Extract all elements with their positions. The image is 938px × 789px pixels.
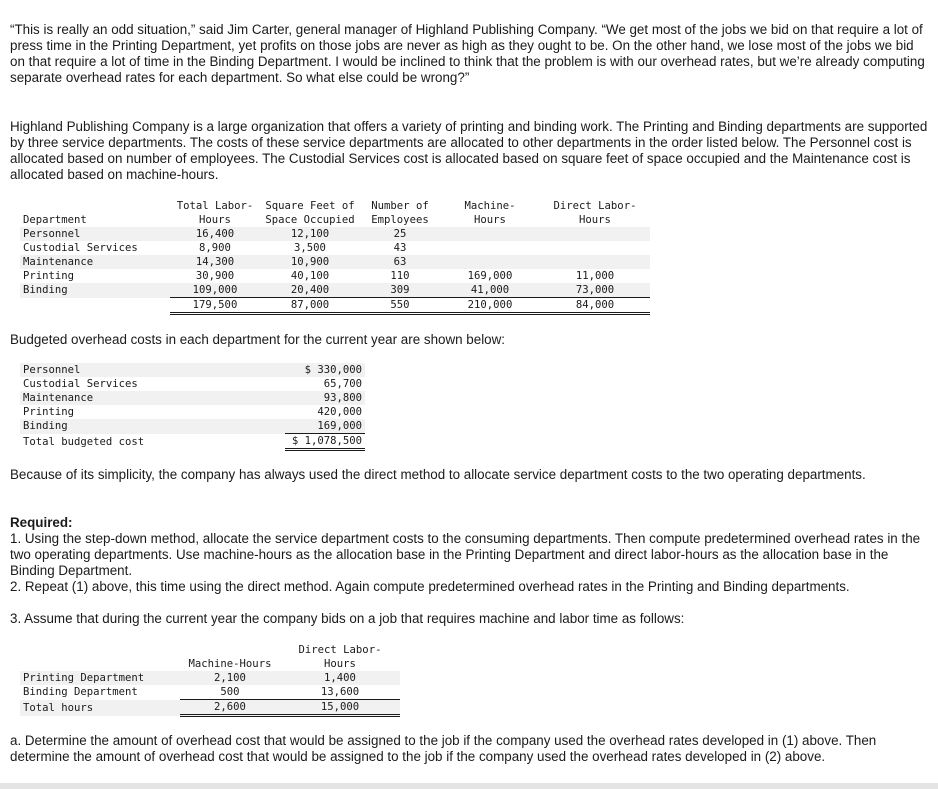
description-paragraph: Highland Publishing Company is a large organization that offers a variety of printing and binding work. The Printing and Binding departments are supported by three service departments. The costs of these service departments are allocated to other departments in the order listed below. The Personnel cost is allocated based on number of employees. The Custodial Services cost is allocated based on square feet of space occupied and the Maintenance cost is allocated based on machine-hours. [10, 119, 928, 182]
intro-paragraph: “This is really an odd situation,” said Jim Carter, general manager of Highland Publishing Company. “We get most of the jobs we bid on that require a lot of press time in the Printing Department, yet profits on those jobs are never as high as they ought to be. On the other hand, we lose most of the jobs we bid on that require a lot of time in the Binding Department. I would be inclined to think that the problem is with our overhead rates, but we’re already computing separate overhead rates for each department. So what else could be wrong?” [10, 22, 925, 85]
required-item-1: 1. Using the step-down method, allocate the service department costs to the consuming departments. Then compute predetermined overhead rates in the two operating departments. Use machine-hours as the allocation base in the Printing Department and direct labor-hours as the allocation base in the Binding Department. [10, 531, 921, 578]
table-row: Printing 420,000 [23, 406, 362, 418]
totals-row: Total hours 2,600 15,000 [20, 700, 400, 716]
header-machine-hours: Machine- [464, 200, 516, 212]
table-row: Personnel 16,400 12,100 25 [20, 227, 650, 241]
header-labor-hours: Total Labor- [176, 200, 254, 212]
header-row-2: Department Hours Space Occupied Employees Hours Hours [20, 213, 650, 227]
table-row: Maintenance 93,800 [20, 391, 365, 405]
totals-row: Total budgeted cost $ 1,078,500 [20, 434, 365, 450]
totals-row: 179,500 87,000 550 210,000 84,000 [20, 298, 650, 314]
header-direct-labor-hours: Direct Labor- [298, 644, 382, 656]
required-item-3: 3. Assume that during the current year the company bids on a job that requires machine and labor time as follows: [10, 611, 685, 626]
required-item-a: a. Determine the amount of overhead cost that would be assigned to the job if the company used the overhead rates developed in (1) above. Then determine the amount of overhead cost that would be assigned to the job if the company used the overhead rates developed in (2) above. [10, 733, 877, 764]
header-direct-labor-hours: Direct Labor- [553, 200, 637, 212]
header-department: Department [23, 214, 87, 226]
header-row-2: Machine-Hours Hours [20, 657, 400, 671]
table-row: Printing Department 2,100 1,400 [20, 671, 400, 685]
table-row: Printing 30,900 40,100 110 169,000 11,000 [23, 270, 615, 282]
budgeted-overhead-table [20, 363, 365, 451]
required-heading: Required: [10, 515, 73, 530]
bottom-divider [0, 783, 938, 789]
table-row: Binding 169,000 [20, 419, 365, 434]
table-row: Maintenance 14,300 10,900 63 [20, 255, 650, 269]
budget-intro: Budgeted overhead costs in each department for the current year are shown below: [10, 332, 506, 347]
table-row: Personnel $ 330,000 [20, 363, 365, 377]
job-hours-table [20, 643, 400, 717]
table-row: Custodial Services 65,700 [23, 378, 362, 390]
required-item-2: 2. Repeat (1) above, this time using the direct method. Again compute predetermined overhead rates in the Printing and Binding departments. [10, 579, 850, 594]
header-row-1 [20, 643, 400, 657]
table-row: Custodial Services 8,900 3,500 43 [23, 242, 407, 254]
header-row-1 [20, 199, 650, 213]
header-employees: Number of [371, 200, 429, 212]
header-square-feet: Square Feet of [265, 200, 355, 212]
header-machine-hours: Machine-Hours [188, 658, 272, 670]
table-row: Binding 109,000 20,400 309 41,000 73,000 [20, 283, 650, 298]
direct-method-paragraph: Because of its simplicity, the company has always used the direct method to allocate service department costs to the two operating departments. [10, 467, 866, 482]
department-data-table [20, 199, 650, 315]
table-row: Binding Department 500 13,600 [20, 685, 400, 700]
